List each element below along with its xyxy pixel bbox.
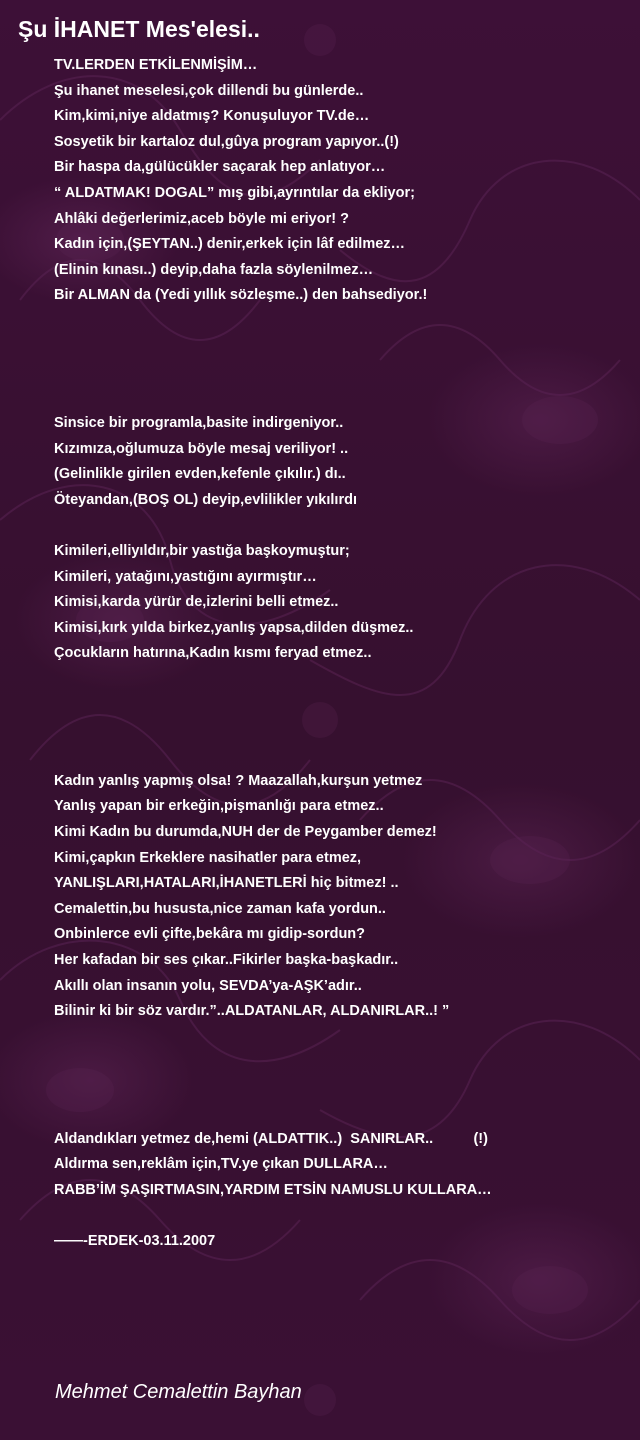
poem-line: Sosyetik bir kartaloz dul,gûya program yapıyor..(!) [54,133,399,150]
poem-line: Akıllı olan insanın yolu, SEVDA’ya-AŞK’adır.. [54,977,362,994]
stanza-4 [54,769,614,1025]
stanza-1 [54,53,614,309]
poem-line: Yanlış yapan bir erkeğin,pişmanlığı para etmez.. [54,798,384,815]
poem-line: Cemalettin,bu hususta,nice zaman kafa yordun.. [54,900,386,917]
stanza-gap [54,1025,614,1127]
stanza-gap [54,513,614,539]
stanza-gap [54,1204,614,1230]
poem-line: (Elinin kınası..) deyip,daha fazla söylenilmez… [54,261,374,278]
poem-body [54,53,614,1255]
poem-line: Bir haspa da,gülücükler saçarak hep anlatıyor… [54,159,386,176]
date-place-line: ——-ERDEK-03.11.2007 [54,1233,216,1250]
poem-title: Şu İHANET Mes'elesi.. [18,16,260,42]
poem-line: Kadın yanlış yapmış olsa! ? Maazallah,kurşun yetmez [54,772,423,789]
author-name: Mehmet Cemalettin Bayhan [55,1381,302,1403]
poem-line: TV.LERDEN ETKİLENMİŞİM… [54,57,258,73]
stanza-3 [54,539,614,667]
poem-line: Sinsice bir programla,basite indirgeniyor.. [54,414,344,431]
poem-line: Her kafadan bir ses çıkar..Fikirler başka-başkadır.. [54,952,399,969]
poem-line: Aldırma sen,reklâm için,TV.ye çıkan DULLARA… [54,1156,388,1173]
stanza-gap [54,667,614,769]
poem-line: Şu ihanet meselesi,çok dillendi bu günlerde.. [54,82,364,99]
poem-line: Kimi,çapkın Erkeklere nasihatler para etmez, [54,849,362,866]
poem-line: Bir ALMAN da (Yedi yıllık sözleşme..) den bahsediyor.! [54,287,428,304]
poem-line: RABB’İM ŞAŞIRTMASIN,YARDIM ETSİN NAMUSLU KULLARA… [54,1182,492,1198]
poem-line: Kimisi,karda yürür de,izlerini belli etmez.. [54,594,339,611]
poem-line: Kim,kimi,niye aldatmış? Konuşuluyor TV.de… [54,108,370,125]
poem-line: Kimileri, yatağını,yastığını ayırmıştır… [54,568,317,585]
poem-line: Kızımıza,oğlumuza böyle mesaj veriliyor! .. [54,440,349,457]
poem-line: Kimisi,kırk yılda birkez,yanlış yapsa,dilden düşmez.. [54,619,414,636]
poem-line: YANLIŞLARI,HATALARI,İHANETLERİ hiç bitmez! .. [54,875,399,892]
poem-line: Bilinir ki bir söz vardır.”..ALDATANLAR, ALDANIRLAR..! ” [54,1003,450,1020]
poem-line: Çocukların hatırına,Kadın kısmı feryad etmez.. [54,645,372,662]
poem-line: Kimi Kadın bu durumda,NUH der de Peygamber demez! [54,824,437,841]
poem-line: Kadın için,(ŞEYTAN..) denir,erkek için lâf edilmez… [54,236,406,253]
poem-line: (Gelinlikle girilen evden,kefenle çıkılır.) dı.. [54,466,346,483]
stanza-gap [54,309,614,411]
poem-line: Onbinlerce evli çifte,bekâra mı gidip-sordun? [54,926,366,943]
signature-line [54,1229,614,1255]
poem-line: Kimileri,elliyıldır,bir yastığa başkoymuştur; [54,542,350,559]
poem-line: Öteyandan,(BOŞ OL) deyip,evlilikler yıkılırdı [54,491,357,508]
stanza-5 [54,1127,614,1204]
stanza-2 [54,411,614,513]
poem-line: Aldandıkları yetmez de,hemi (ALDATTIK..) SANIRLAR.. (!) [54,1130,488,1147]
poem-line: “ ALDATMAK! DOGAL” mış gibi,ayrıntılar da ekliyor; [54,184,415,201]
poem-line: Ahlâki değerlerimiz,aceb böyle mi eriyor! ? [54,210,349,227]
